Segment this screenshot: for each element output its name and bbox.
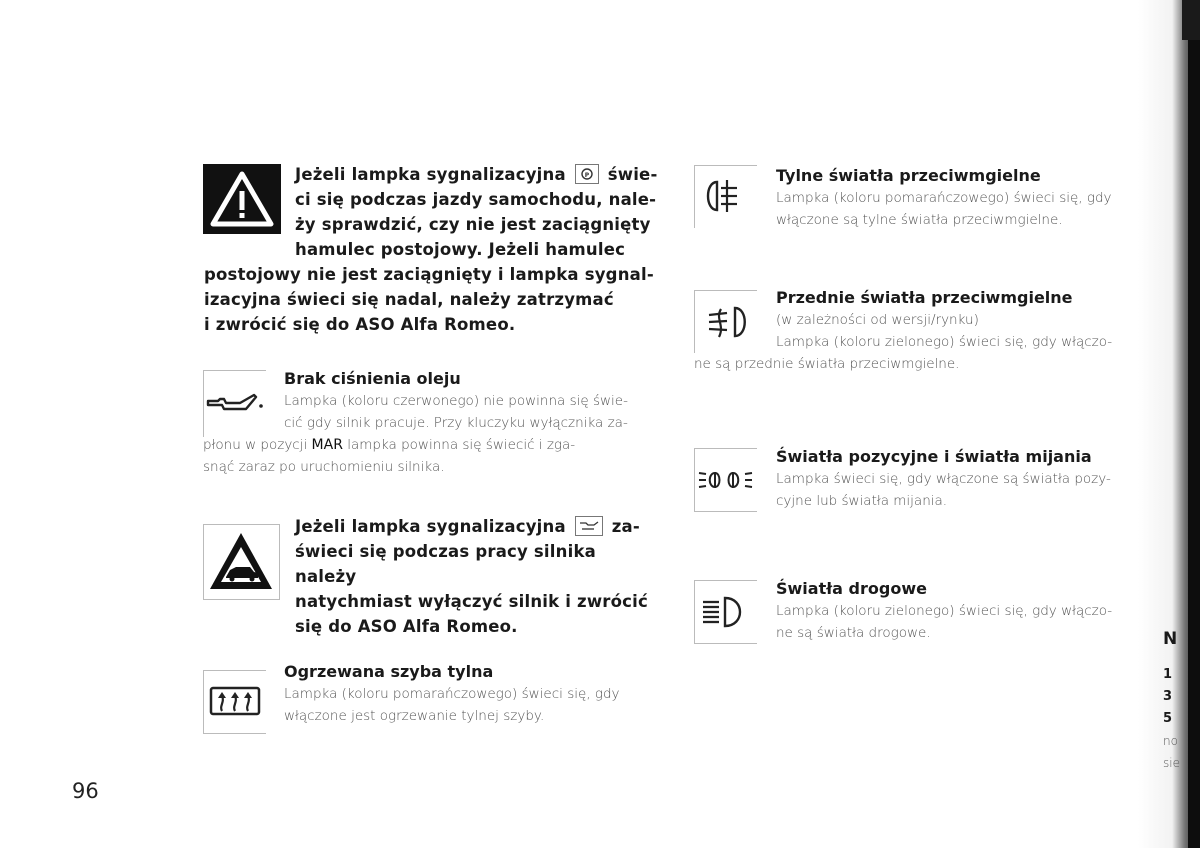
oil-pressure-text xyxy=(203,434,663,456)
oil-pressure-text: cić gdy silnik pracuje. Przy kluczyku wyłącznika za- xyxy=(284,415,628,431)
warning-line-1 xyxy=(204,162,659,187)
warning-line-1 xyxy=(295,514,660,539)
rear-defrost-icon-box xyxy=(203,670,266,734)
oil-pressure-text: Lampka (koloru czerwonego) nie powinna się świe- xyxy=(284,393,628,409)
high-beam-text: Lampka (koloru zielonego) świeci się, gdy włączo- xyxy=(776,603,1113,619)
warning-parking-brake xyxy=(204,162,659,337)
position-lights-title: Światła pozycyjne i światła mijania xyxy=(776,447,1092,466)
warning-line-2: świeci się podczas pracy silnika należy xyxy=(295,542,596,586)
rear-defrost-icon xyxy=(204,671,266,733)
front-fog-text: Lampka (koloru zielonego) świeci się, gdy włączo- xyxy=(776,334,1113,350)
engine-warning-icon-box xyxy=(203,524,280,600)
svg-text:P: P xyxy=(584,172,590,179)
warning-text: Jeżeli lampka sygnalizacyjna xyxy=(295,165,566,184)
facing-page-fragment xyxy=(1163,626,1187,774)
warning-line-6: izacyjna świeci się nadal, należy zatrzymać xyxy=(204,290,614,309)
warning-engine xyxy=(295,514,660,639)
warning-line-7: i zwrócić się do ASO Alfa Romeo. xyxy=(204,315,516,334)
text-span: płonu w pozycji xyxy=(203,437,308,453)
high-beam-title: Światła drogowe xyxy=(776,579,927,598)
high-beam-icon xyxy=(695,581,757,643)
warning-line-3: natychmiast wyłączyć silnik i zwrócić xyxy=(295,592,648,611)
high-beam-text: ne są światła drogowe. xyxy=(776,625,931,641)
facing-page-heading: N xyxy=(1163,629,1178,649)
rear-defrost-section xyxy=(284,661,664,727)
position-lights-icon xyxy=(695,449,757,511)
parking-brake-icon xyxy=(575,164,599,184)
rear-fog-section xyxy=(776,165,1146,231)
warning-line-4: się do ASO Alfa Romeo. xyxy=(295,617,518,636)
rear-fog-icon xyxy=(695,166,757,228)
front-fog-section xyxy=(694,287,1146,375)
front-fog-title: Przednie światła przeciwmgielne xyxy=(776,288,1073,307)
text-span: lampka powinna się świecić i zga- xyxy=(347,437,576,453)
warning-line-5: postojowy nie jest zaciągnięty i lampka sygnal- xyxy=(204,265,654,284)
high-beam-icon-box xyxy=(694,580,757,644)
warning-text: Jeżeli lampka sygnalizacyjna xyxy=(295,517,566,536)
warning-line-2: ci się podczas jazdy samochodu, nale- xyxy=(295,190,657,209)
facing-page-number: 3 xyxy=(1163,689,1173,704)
facing-page-text: no xyxy=(1163,734,1178,748)
position-lights-text: cyjne lub światła mijania. xyxy=(776,493,948,509)
rear-defrost-text: Lampka (koloru pomarańczowego) świeci się, gdy xyxy=(284,686,620,702)
high-beam-section xyxy=(776,578,1146,644)
car-warning-triangle-icon xyxy=(204,525,279,599)
warning-line-4: hamulec postojowy. Jeżeli hamulec xyxy=(295,240,626,259)
oil-pressure-text: snąć zaraz po uruchomieniu silnika. xyxy=(203,459,445,475)
facing-page-text: sie xyxy=(1163,756,1180,770)
warning-text: za- xyxy=(611,517,640,536)
rear-fog-text: włączone są tylne światła przeciwmgielne. xyxy=(776,212,1063,228)
rear-defrost-text: włączone jest ogrzewanie tylnej szyby. xyxy=(284,708,545,724)
front-fog-text: (w zależności od wersji/rynku) xyxy=(776,312,979,328)
facing-page-number: 5 xyxy=(1163,711,1173,726)
page-number: 96 xyxy=(72,779,99,803)
facing-page-number: 1 xyxy=(1163,667,1173,682)
position-lights-icon-box xyxy=(694,448,757,512)
rear-defrost-title: Ogrzewana szyba tylna xyxy=(284,662,494,681)
engine-fault-icon xyxy=(575,516,603,536)
rear-fog-icon-box xyxy=(694,165,757,228)
position-lights-text: Lampka świeci się, gdy włączone są światła pozy- xyxy=(776,471,1111,487)
oil-pressure-section xyxy=(203,368,663,478)
warning-line-3: ży sprawdzić, czy nie jest zaciągnięty xyxy=(295,215,651,234)
oil-pressure-title: Brak ciśnienia oleju xyxy=(284,369,461,388)
position-lights-section xyxy=(776,446,1146,512)
rear-fog-title: Tylne światła przeciwmgielne xyxy=(776,166,1041,185)
rear-fog-text: Lampka (koloru pomarańczowego) świeci się, gdy xyxy=(776,190,1112,206)
warning-text: świe- xyxy=(607,165,658,184)
ignition-position-label: MAR xyxy=(311,437,343,453)
front-fog-text: ne są przednie światła przeciwmgielne. xyxy=(694,356,960,372)
